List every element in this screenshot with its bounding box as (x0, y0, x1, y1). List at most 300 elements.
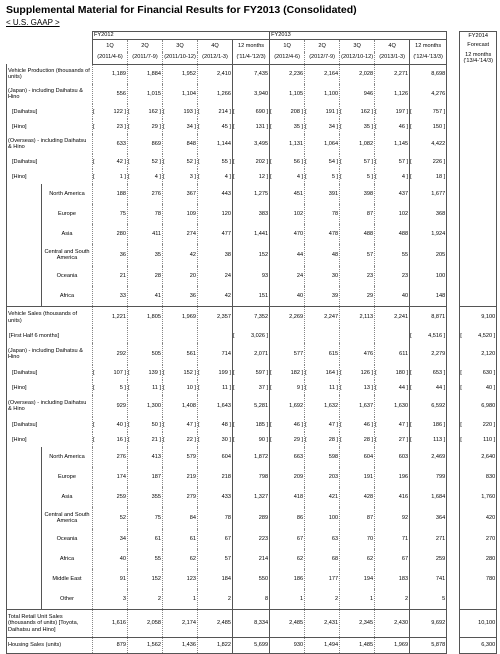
period-range: ('11/4-'12/3) (233, 52, 270, 65)
forecast-range: ('13/4-'14/3) (463, 57, 493, 64)
quarter-value: 1,637 (359, 403, 374, 410)
quarter-value: 55 (401, 252, 409, 259)
row-label: (Japan) - including Daihatsu & Hino (7, 343, 93, 365)
quarter-value: 355 (151, 494, 161, 501)
quarter-label: 3Q (163, 40, 198, 52)
quarter-label: 3Q (340, 40, 375, 52)
annual-value: 1,441 (238, 224, 270, 244)
quarter-value: 848 (186, 141, 196, 148)
bracket-open: [ (233, 154, 238, 169)
bracket-open: [ (375, 365, 380, 380)
bracket-open: [ (198, 432, 203, 447)
period-range: (2012/4-6) (270, 52, 305, 65)
quarter-value: 86 (296, 515, 304, 522)
quarter-value: 1,630 (394, 403, 409, 410)
quarter-value: 2 (227, 595, 231, 602)
forecast-value (465, 119, 497, 134)
row-label: North America (42, 184, 93, 204)
row-label: [Daihatsu] (7, 154, 93, 169)
bracket-open: [ (375, 380, 380, 395)
bracket-open: [ (410, 169, 415, 184)
quarter-value: 28 ] (328, 436, 339, 443)
bracket-open: [ (198, 119, 203, 134)
annual-value: 8,698 (415, 64, 447, 84)
table-row (7, 395, 497, 417)
quarter-value: 57 ] (363, 158, 374, 165)
annual-value: 8,871 (415, 306, 447, 328)
quarter-value: 398 (363, 191, 374, 198)
quarter-value: 120 (221, 211, 231, 218)
quarter-value: 5 ] (331, 173, 339, 180)
quarter-value: 27 ] (398, 436, 409, 443)
quarter-value: 604 (363, 454, 374, 461)
row-label: Asia (42, 487, 93, 507)
bracket-open: [ (340, 417, 345, 432)
bracket-open: [ (410, 154, 415, 169)
row-label: Central and South America (42, 244, 93, 266)
quarter-value: 1,408 (182, 403, 196, 410)
bracket-open: [ (460, 365, 465, 380)
quarter-value: 35 (154, 252, 161, 259)
row-label: Africa (42, 549, 93, 569)
quarter-value: 1,221 (98, 306, 128, 328)
table-row (7, 104, 497, 119)
bracket-open: [ (340, 380, 345, 395)
annual-value: 4,516 ] (415, 328, 447, 343)
quarter-value: 1,822 (203, 637, 233, 653)
quarter-value: 34 (119, 536, 126, 543)
quarter-value: 2,430 (380, 609, 410, 637)
bracket-open: [ (93, 417, 98, 432)
annual-value: 6,592 (415, 395, 447, 417)
quarter-value: 20 (189, 273, 196, 280)
quarter-value: 61 (189, 536, 196, 543)
annual-value: 8,334 (238, 609, 270, 637)
accounting-standard-label (6, 18, 60, 27)
quarter-value: 2,271 (394, 71, 409, 78)
annual-value: 151 (238, 286, 270, 306)
annual-value: 8 (238, 589, 270, 609)
quarter-value: 123 (186, 576, 196, 583)
table-row (7, 365, 497, 380)
quarter-value: 46 ] (363, 421, 374, 428)
quarter-value: 57 (366, 252, 374, 259)
quarter-value: 62 (296, 556, 304, 563)
quarter-value: 292 (116, 351, 126, 358)
table-row (7, 589, 497, 609)
annual-value: 271 (415, 529, 447, 549)
quarter-value: 1 ] (119, 173, 126, 180)
quarter-value: 70 (366, 536, 374, 543)
bracket-open: [ (233, 328, 238, 343)
bracket-open: [ (93, 104, 98, 119)
quarter-value: 443 (221, 191, 231, 198)
quarter-value: 218 (221, 474, 231, 481)
bracket-open: [ (375, 169, 380, 184)
quarter-value: 68 (331, 556, 339, 563)
quarter-value: 2,410 (217, 71, 231, 78)
quarter-value (310, 328, 340, 343)
period-range: (2011/10-12) (163, 52, 198, 65)
quarter-value: 929 (116, 403, 126, 410)
quarter-value: 1,494 (310, 637, 340, 653)
bracket-open: [ (128, 432, 133, 447)
quarter-value: 5 ] (119, 384, 126, 391)
table-row (7, 343, 497, 365)
quarter-value: 57 ] (398, 158, 409, 165)
quarter-value: 611 (399, 351, 409, 358)
quarter-value: 36 (189, 292, 196, 299)
quarter-value: 47 ] (328, 421, 339, 428)
quarter-value: 418 (293, 494, 304, 501)
annual-value: 205 (415, 244, 447, 266)
quarter-value: 428 (363, 494, 374, 501)
quarter-value (133, 328, 163, 343)
quarter-value: 10 ] (186, 384, 196, 391)
quarter-value: 416 (398, 494, 409, 501)
row-label: (Japan) - including Daihatsu & Hino (7, 84, 93, 104)
quarter-value: 577 (293, 351, 304, 358)
annual-value: 152 (238, 244, 270, 266)
table-row (7, 204, 497, 224)
quarter-value: 477 (221, 231, 231, 238)
quarter-value: 1,969 (380, 637, 410, 653)
quarter-label: 1Q (93, 40, 128, 52)
quarter-value: 1,436 (168, 637, 198, 653)
quarter-value: 63 (331, 536, 339, 543)
quarter-value: 615 (328, 351, 339, 358)
bracket-open: [ (163, 169, 168, 184)
forecast-value: 6,300 (465, 637, 497, 653)
bracket-open: [ (198, 154, 203, 169)
quarter-value: 40 (401, 292, 409, 299)
quarter-label: 12 months (410, 40, 447, 52)
row-label: [Hino] (7, 119, 93, 134)
annual-value: 798 (238, 467, 270, 487)
bracket-open: [ (233, 169, 238, 184)
quarter-value: 47 ] (398, 421, 409, 428)
forecast-value (465, 244, 497, 266)
table-row (7, 224, 497, 244)
bracket-open: [ (375, 104, 380, 119)
bracket-open: [ (270, 119, 275, 134)
quarter-value: 152 (151, 576, 161, 583)
quarter-value: 42 (224, 292, 231, 299)
annual-value: 289 (238, 507, 270, 529)
quarter-value (380, 328, 410, 343)
quarter-value: 21 ] (151, 436, 161, 443)
quarter-value: 122 ] (113, 108, 126, 115)
quarter-value: 55 (154, 556, 161, 563)
bracket-open: [ (305, 365, 310, 380)
forecast-value (465, 204, 497, 224)
quarter-value: 1,145 (394, 141, 409, 148)
quarter-value: 1,126 (394, 91, 409, 98)
forecast-value: 420 (465, 507, 497, 529)
bracket-open: [ (163, 119, 168, 134)
quarter-value: 2 (334, 595, 339, 602)
quarter-value: 61 (154, 536, 161, 543)
quarter-value: 162 ] (148, 108, 161, 115)
bracket-open: [ (270, 154, 275, 169)
quarter-value: 433 (221, 494, 231, 501)
forecast-value: 40 ] (465, 380, 497, 395)
table-row (7, 467, 497, 487)
quarter-value: 75 (154, 515, 161, 522)
quarter-value: 2,236 (289, 71, 304, 78)
bracket-open: [ (410, 328, 415, 343)
quarter-value: 2,345 (345, 609, 375, 637)
period-range: (2012/7-9) (305, 52, 340, 65)
bracket-open: [ (375, 417, 380, 432)
table-row (7, 306, 497, 328)
annual-value: 368 (415, 204, 447, 224)
annual-value: 799 (415, 467, 447, 487)
quarter-value: 92 (401, 515, 409, 522)
annual-value: 100 (415, 266, 447, 286)
table-row (7, 84, 497, 104)
annual-value: 4,276 (415, 84, 447, 104)
annual-value: 757 ] (415, 104, 447, 119)
forecast-value: 220 ] (465, 417, 497, 432)
bracket-open: [ (163, 365, 168, 380)
quarter-value: 35 ] (363, 123, 374, 130)
bracket-open: [ (163, 432, 168, 447)
quarter-value: 1,300 (147, 403, 161, 410)
row-label: [Hino] (7, 380, 93, 395)
quarter-value: 29 (366, 292, 374, 299)
annual-value: 690 ] (238, 104, 270, 119)
quarter-value: 603 (398, 454, 409, 461)
quarter-value: 40 ] (116, 421, 126, 428)
annual-value: 186 ] (415, 417, 447, 432)
quarter-value: 2 (157, 595, 161, 602)
bracket-open: [ (460, 380, 465, 395)
table-row (7, 169, 497, 184)
annual-value: 364 (415, 507, 447, 529)
bracket-open: [ (340, 154, 345, 169)
row-label: Oceania (42, 529, 93, 549)
forecast-value (465, 266, 497, 286)
annual-value: 12 ] (238, 169, 270, 184)
quarter-value: 2,269 (275, 306, 305, 328)
quarter-value: 78 (154, 211, 161, 218)
quarter-value: 2,485 (275, 609, 305, 637)
annual-value: 150 ] (415, 119, 447, 134)
quarter-value: 1,969 (168, 306, 198, 328)
quarter-value: 2,164 (324, 71, 339, 78)
quarter-value: 42 (189, 252, 196, 259)
forecast-value: 110 ] (465, 432, 497, 447)
bracket-open: [ (305, 119, 310, 134)
forecast-value: 630 ] (465, 365, 497, 380)
quarter-value: 87 (366, 211, 374, 218)
quarter-value: 45 ] (221, 123, 231, 130)
annual-value: 7,352 (238, 306, 270, 328)
table-row (7, 447, 497, 467)
quarter-value: 67 (224, 536, 231, 543)
quarter-value: 57 (224, 556, 231, 563)
bracket-open: [ (198, 365, 203, 380)
quarter-value: 259 (116, 494, 126, 501)
table-row (7, 380, 497, 395)
quarter-value: 23 (401, 273, 409, 280)
forecast-value: 2,640 (465, 447, 497, 467)
annual-value: 3,495 (238, 134, 270, 154)
bracket-open: [ (270, 104, 275, 119)
quarter-label: 4Q (375, 40, 410, 52)
bracket-open: [ (410, 119, 415, 134)
quarter-value: 196 (398, 474, 409, 481)
quarter-value: 109 (186, 211, 196, 218)
quarter-value: 1,952 (182, 71, 196, 78)
quarter-value: 194 (363, 576, 374, 583)
annual-value: 202 ] (238, 154, 270, 169)
quarter-label: 4Q (198, 40, 233, 52)
quarter-value: 451 (293, 191, 304, 198)
quarter-label: 2Q (128, 40, 163, 52)
bracket-open: [ (460, 417, 465, 432)
quarter-value: 67 (401, 556, 409, 563)
bracket-open: [ (93, 154, 98, 169)
quarter-value: 13 ] (363, 384, 374, 391)
period-range: (2011/7-9) (128, 52, 163, 65)
table-row (7, 266, 497, 286)
quarter-value: 48 ] (221, 421, 231, 428)
forecast-value: 2,120 (465, 343, 497, 365)
quarter-value: 279 (186, 494, 196, 501)
quarter-value: 413 (151, 454, 161, 461)
quarter-value: 162 ] (360, 108, 374, 115)
table-row (7, 487, 497, 507)
bracket-open: [ (375, 432, 380, 447)
quarter-value: 46 ] (398, 123, 409, 130)
bracket-open: [ (410, 417, 415, 432)
period-range: (2013/1-3) (375, 52, 410, 65)
annual-value: 653 ] (415, 365, 447, 380)
quarter-value (203, 328, 233, 343)
row-label: (Overseas) - including Daihatsu & Hino (7, 395, 93, 417)
quarter-value: 193 ] (183, 108, 196, 115)
quarter-value: 1 (192, 595, 196, 602)
quarter-value: 1,805 (133, 306, 163, 328)
quarter-value: 52 ] (186, 158, 196, 165)
quarter-value: 182 ] (290, 369, 304, 376)
quarter-value: 41 (154, 292, 161, 299)
forecast-value: 1,760 (465, 487, 497, 507)
quarter-value: 2,058 (133, 609, 163, 637)
table-row (7, 134, 497, 154)
quarter-value: 139 ] (148, 369, 161, 376)
bracket-open: [ (128, 380, 133, 395)
quarter-value: 2,431 (310, 609, 340, 637)
fy2013-header: FY2013 (270, 32, 447, 40)
annual-value: 1,924 (415, 224, 447, 244)
annual-value: 1,872 (238, 447, 270, 467)
quarter-value: 2,028 (359, 71, 374, 78)
quarter-value: 1,616 (98, 609, 128, 637)
row-label: Middle East (42, 569, 93, 589)
annual-value: 1,327 (238, 487, 270, 507)
quarter-value: 87 (366, 515, 374, 522)
row-label: North America (42, 447, 93, 467)
quarter-value: 35 ] (293, 123, 304, 130)
period-range: (2011/4-6) (93, 52, 128, 65)
quarter-value: 67 (296, 536, 304, 543)
quarter-value: 633 (116, 141, 126, 148)
quarter-value: 47 ] (186, 421, 196, 428)
annual-value: 44 ] (415, 380, 447, 395)
period-range: (2012/1-3) (198, 52, 233, 65)
quarter-value: 470 (293, 231, 304, 238)
forecast-value: 780 (465, 569, 497, 589)
quarter-value: 42 ] (116, 158, 126, 165)
row-label: Vehicle Sales (thousands of units) (7, 306, 93, 328)
quarter-value: 561 (186, 351, 196, 358)
bracket-open: [ (93, 380, 98, 395)
bracket-open: [ (375, 119, 380, 134)
table-row (7, 417, 497, 432)
quarter-value: 9 ] (296, 384, 304, 391)
annual-value: 37 ] (238, 380, 270, 395)
annual-value: 741 (415, 569, 447, 589)
quarter-value: 1,189 (112, 71, 126, 78)
bracket-open: [ (163, 417, 168, 432)
row-label: Vehicle Production (thousands of units) (7, 64, 93, 84)
bracket-open: [ (375, 154, 380, 169)
quarter-value: 40 (296, 292, 304, 299)
quarter-value (98, 328, 128, 343)
quarter-value: 1,485 (345, 637, 375, 653)
quarter-value: 177 (328, 576, 339, 583)
row-label: Europe (42, 467, 93, 487)
row-label: [Daihatsu] (7, 417, 93, 432)
bracket-open: [ (198, 417, 203, 432)
quarter-value: 1,884 (147, 71, 161, 78)
bracket-open: [ (305, 154, 310, 169)
bracket-open: [ (305, 104, 310, 119)
bracket-open: [ (410, 365, 415, 380)
bracket-open: [ (460, 432, 465, 447)
quarter-value: 11 ] (222, 384, 231, 391)
row-label: Housing Sales (units) (7, 637, 93, 653)
bracket-open: [ (340, 432, 345, 447)
annual-value: 597 ] (238, 365, 270, 380)
quarter-value: 11 ] (152, 384, 161, 391)
quarter-value: 2,113 (345, 306, 375, 328)
quarter-value: 29 ] (293, 436, 304, 443)
row-label: Total Retail Unit Sales (thousands of units) [Toyota, Daihatsu and Hino] (7, 609, 93, 637)
quarter-value: 488 (398, 231, 409, 238)
quarter-value: 29 ] (151, 123, 161, 130)
period-range: ('12/4-'13/3) (410, 52, 447, 65)
quarter-value: 505 (151, 351, 161, 358)
bracket-open: [ (340, 119, 345, 134)
quarter-value: 209 (293, 474, 304, 481)
quarter-value: 930 (275, 637, 305, 653)
quarter-value: 44 (296, 252, 304, 259)
quarter-value: 23 (366, 273, 374, 280)
quarter-value: 579 (186, 454, 196, 461)
table-row (7, 569, 497, 589)
annual-value: 223 (238, 529, 270, 549)
quarter-value: 187 (151, 474, 161, 481)
forecast-value (465, 64, 497, 84)
quarter-value: 11 ] (329, 384, 339, 391)
bracket-open: [ (270, 417, 275, 432)
bracket-open: [ (305, 380, 310, 395)
quarter-value: 4 ] (401, 173, 409, 180)
